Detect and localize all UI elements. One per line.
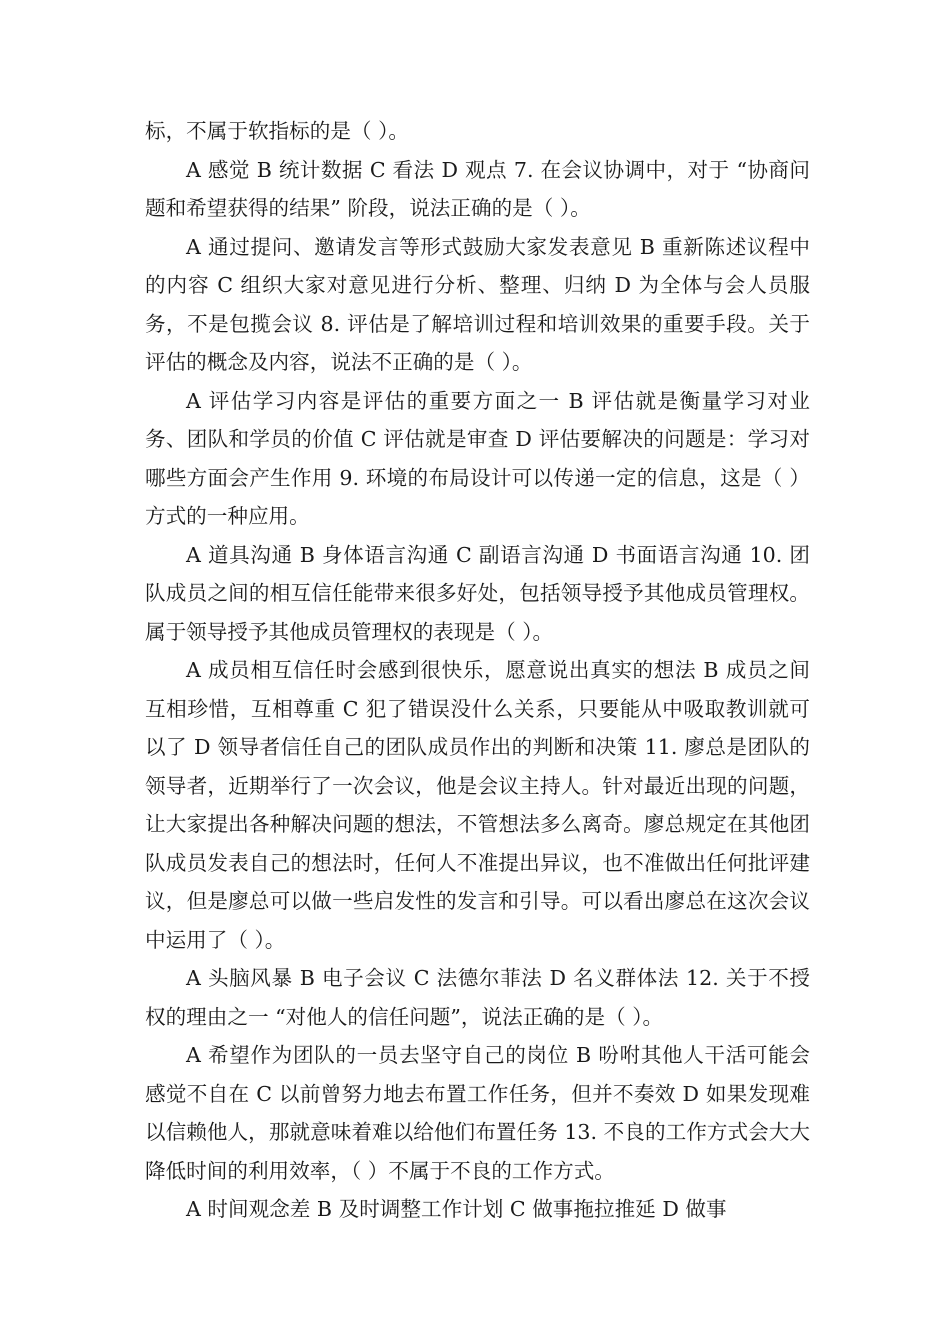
paragraph-7: A 头脑风暴 B 电子会议 C 法德尔菲法 D 名义群体法 12. 关于不授权的理由之一 “对他人的信任问题”，说法正确的是（ ）。 [145, 966, 810, 1029]
paragraph-8: A 希望作为团队的一员去坚守自己的岗位 B 吩咐其他人干活可能会感觉不自在 C 以前曾努力地去布置工作任务，但并不奏效 D 如果发现难以信赖他人，那就意味着难以给他们布置任务 13. 不良的工作方式会大大降低时间的利用效率，（ ）不属于不良的工作方式。 [145, 1043, 810, 1183]
paragraph-4: A 评估学习内容是评估的重要方面之一 B 评估就是衡量学习对业务、团队和学员的价值 C 评估就是审查 D 评估要解决的问题是：学习对哪些方面会产生作用 9. 环境的布局设计可以传递一定的信息，这是（ ）方式的一种应用。 [145, 388, 810, 528]
paragraph-2: A 感觉 B 统计数据 C 看法 D 观点 7. 在会议协调中，对于 “协商问题和希望获得的结果” 阶段，说法正确的是（ ）。 [145, 157, 810, 220]
paragraph-1: 标，不属于软指标的是（ ）。 [145, 119, 409, 143]
document-body [145, 112, 810, 1229]
paragraph-9: A 时间观念差 B 及时调整工作计划 C 做事拖拉推延 D 做事 [186, 1197, 727, 1221]
paragraph-5: A 道具沟通 B 身体语言沟通 C 副语言沟通 D 书面语言沟通 10. 团队成员之间的相互信任能带来很多好处，包括领导授予其他成员管理权。属于领导授予其他成员管理权的表现是（ ）。 [145, 542, 810, 644]
paragraph-6: A 成员相互信任时会感到很快乐，愿意说出真实的想法 B 成员之间互相珍惜，互相尊重 C 犯了错误没什么关系，只要能从中吸取教训就可以了 D 领导者信任自己的团队成员作出的判断和决策 11. 廖总是团队的领导者，近期举行了一次会议，他是会议主持人。针对最近出现的问题，让大家提出各种解决问题的想法，不管想法多么离奇。廖总规定在其他团队成员发表自己的想法时，任何人不准提出异议，也不准做出任何批评建议，但是廖总可以做一些启发性的发言和引导。可以看出廖总在这次会议中运用了（ ）。 [145, 658, 810, 952]
paragraph-3: A 通过提问、邀请发言等形式鼓励大家发表意见 B 重新陈述议程中的内容 C 组织大家对意见进行分析、整理、归纳 D 为全体与会人员服务，不是包揽会议 8. 评估是了解培训过程和培训效果的重要手段。关于评估的概念及内容，说法不正确的是（ ）。 [145, 234, 810, 374]
